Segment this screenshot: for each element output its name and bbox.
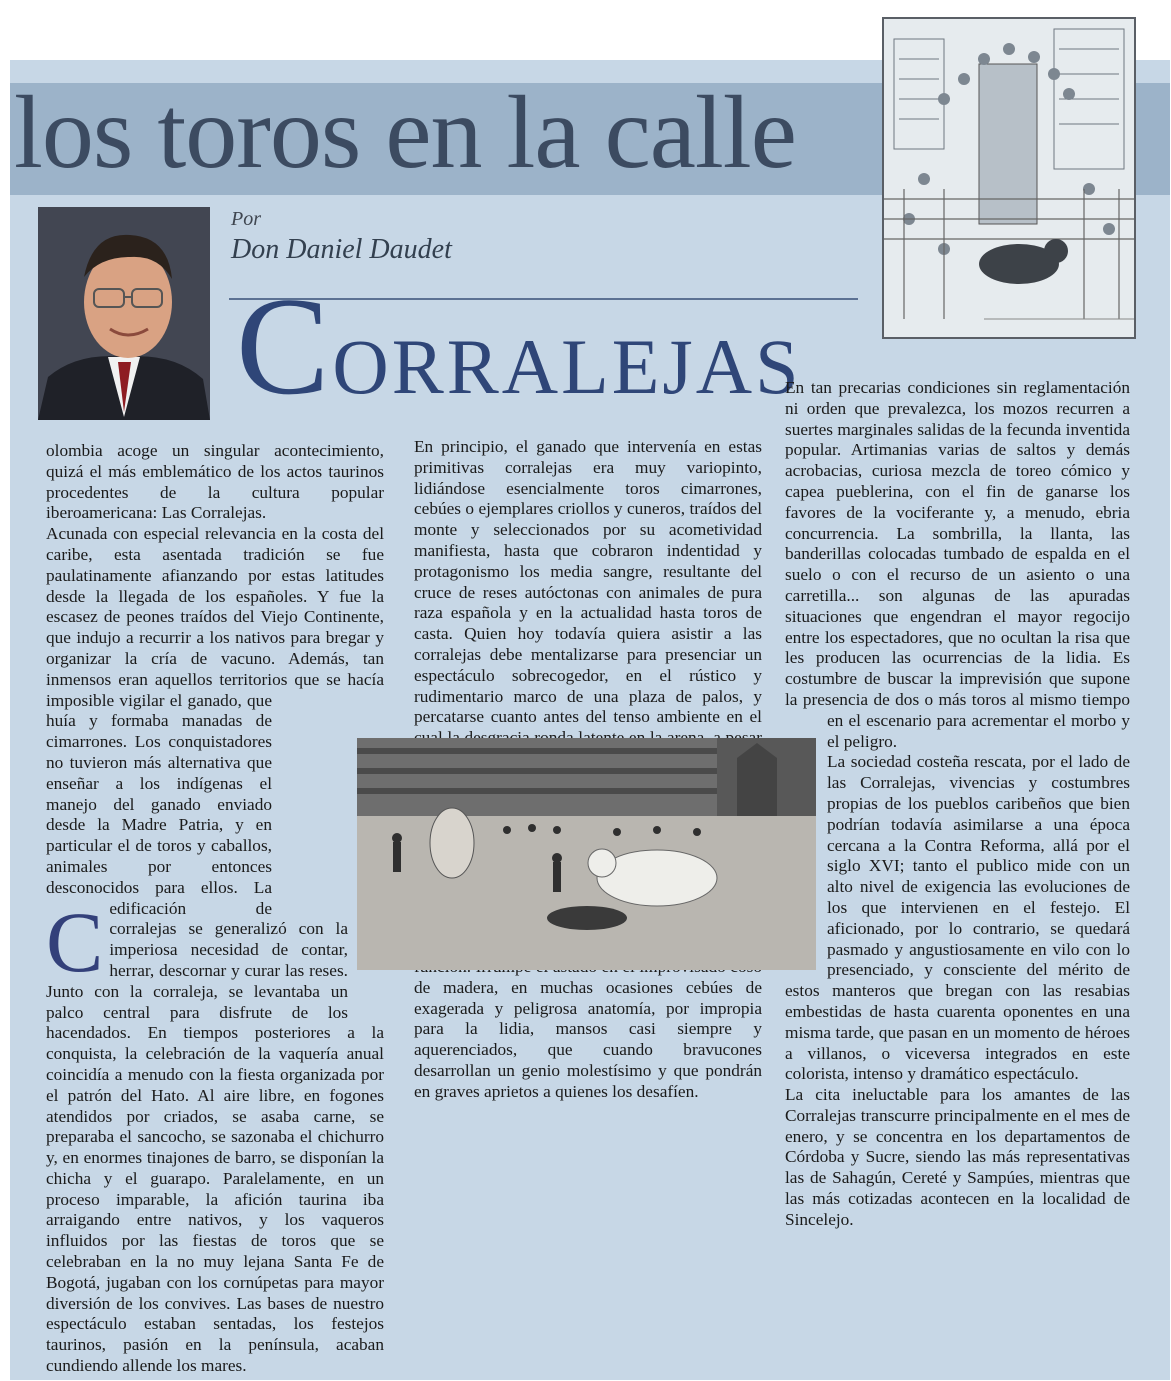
etching-drawing (884, 19, 1134, 337)
article-paragraph: En tan precarias condiciones sin reglamentación ni orden que prevalezca, los mozos recurren a suertes marginales salidas de la fecunda inventida popular. Artimanias varias de saltos y demás acrobacias, curiosa mezcla de toreo cómico y capea pueblerina, con el fin de ganarse los favores de la vociferante y, a menudo, ebria concurrencia. La sombrilla, la llanta, las banderillas colocadas tumbado de espalda en el suelo o con el recurso de un asiento o una carretilla... son algunas de las apuradas situaciones que engendran el mayor regocijo entre los espectadores, que no ocultan la risa que les producen las ocurrencias de la lidia. Es costumbre de buscar la imprevisión que supone la presencia de dos o más toros al mismo tiempo en el escenario para acrementar el morbo y el peligro. (785, 378, 1130, 751)
article-paragraph: En principio, el ganado que intervenía en estas primitivas corralejas era muy variopinto, lidiándose esencialmente toros cimarrones, cebúes o ejemplares criollos y cuneros, traídos del monte y seleccionados por su acometividad manifiesta, hasta que cobraron indentidad y protagonismo los media sangre, resultante del cruce de reses autóctonas con animales de pura raza española y en la actualidad hasta toros de casta. Quien hoy todavía quiera asistir a las corralejas debe mentalizarse para presenciar un espectáculo sobrecogedor, en el rústico y rudimentario marco de una plaza de palos, y percatarse cuanto antes del tenso ambiente en el (414, 437, 762, 727)
bullring-photo (357, 738, 816, 970)
author-name: Don Daniel Daudet (231, 234, 452, 265)
article-paragraph: de madera, en muchas ocasiones cebúes de exagerada y peligrosa anatomía, por impropia para la lidia, mansos casi siempre y aquerenciados, que cuando bravucones desarrollan un genio molestísimo y que pondrán en graves aprietos a quienes los desafíen. (414, 977, 762, 1101)
section-title-rest: ORRALEJAS (332, 323, 802, 410)
byline-prefix: Por (231, 208, 261, 230)
section-title-initial: C (236, 269, 333, 424)
photo-drawing (357, 738, 816, 970)
portrait-drawing (38, 207, 210, 420)
section-title (236, 269, 802, 426)
street-bull-festival-etching (882, 17, 1136, 339)
article-column-3 (785, 378, 1130, 1231)
article-paragraph: olombia acoge un singular acontecimiento, quizá el más emblemático de los actos taurinos procedentes de la cultura popular iberoamericana: Las Corralejas. (46, 441, 384, 523)
article-column-1 (46, 441, 384, 1377)
banner-title: los toros en la calle (14, 75, 796, 190)
article-paragraph: La sociedad costeña rescata, por el lado de las Corralejas, vivencias y costumbres propias de los pueblos caribeños que bien podrían todavía asimilarse a una época cercana a la Contra Reforma, allá por el siglo XVI; tanto el publico mide con un alto nivel de exigencia las evoluciones de los que intervienen en el festejo. El aficionado, por lo contrario, se quedará pasmado y angustiosamente en vilo con lo presenciado, y consciente del mérito de estos manteros que bregan con las resabias embestidas de hasta cuarenta oponentes en una misma tarde, que pasan en un momento de héroes a villanos, o viceversa integrados en este colorista, intenso y dramático espectáculo. (785, 752, 1130, 1084)
article-paragraph: La cita ineluctable para los amantes de las Corralejas transcurre principalmente en el mes de enero, y se concentra en los departamentos de Córdoba y Sucre, siendo las más representativas las de Sahagún, Cereté y Sampúes, mientras que las más cotizadas acontecen en la localidad de Sincelejo. (785, 1085, 1130, 1229)
author-portrait (38, 207, 210, 420)
drop-cap: C (46, 894, 104, 990)
article-paragraph: Acunada con especial relevancia en la costa del caribe, esta asentada tradición se fue paulatinamente afianzando por estas latitudes desde la llegada de los españoles. Y fue la escasez de peones traídos del Viejo Continente, que indujo a recurrir a los nativos para bregar y organizar la cría de vacuno. Además, tan inmensos eran aquellos territorios que se hacía imposible vigilar el ganado, que huía y formaba manadas de cimarrones. Los conquistadores no tuvieron más alternativa que enseñar a los indígenas el manejo del ganado enviado desde la Madre Patria, y en particular el de toros y caballos, animales por entonces desconocidos para ellos. La edificación de corralejas se generalizó con la imperiosa necesidad de contar, herrar, descornar y curar las reses. Junto con la corraleja, se levantaba un palco central para disfrute de los hacendados. En tiempos posteriores a la conquista, la celebración de la vaquería anual coincidía a menudo con la fiesta organizada por el patrón del Hato. Al aire libre, en fogones atendidos por criados, se asaba carne, se preparaba el sancocho, se sazonaba el chichurro y, en enormes tinajones de barro, se disponían la chicha y el guarapo. Paralelamente, en un proceso imparable, la afición taurina iba arraigando entre nativos, y los vaqueros influidos por las fiestas de toros que se celebraban en la no muy lejana Santa Fe de Bogotá, jugaban con los cornúpetas para mayor diversión de los convives. Las bases de nuestro espectáculo estaban sentadas, los festejos taurinos, pasión en la península, acaban cundiendo allende los mares. (46, 524, 384, 1376)
